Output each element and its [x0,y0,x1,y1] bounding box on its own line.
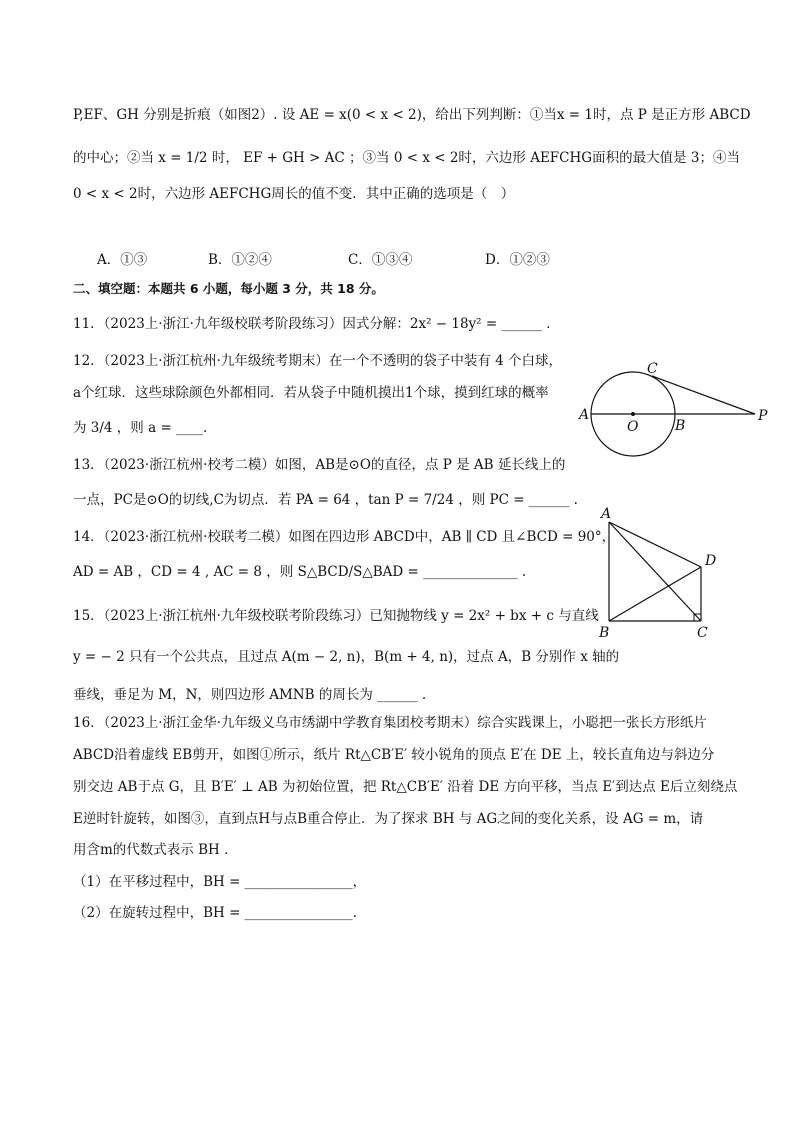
question-15-line1: 15．（2023上·浙江杭州·九年级校联考阶段练习）已知抛物线 y = 2x² + bx + c 与直线 [73,608,599,624]
question-13-line2: 一点，PC是⊙O的切线,C为切点．若 PA = 64 ，tan P = 7/24 ，则 PC = ______ . [73,492,578,508]
question-15-line2: y = − 2 只有一个公共点，且过点 A(m − 2, n)，B(m + 4, n)，过点 A，B 分别作 x 轴的 [73,649,620,665]
question-12-line3: 为 3/4 ，则 a = ____. [73,420,208,436]
question-16-line4: E逆时针旋转，如图③，直到点H与点B重合停止．为了探求 BH 与 AG之间的变化关系，设 AG = m，请 [73,811,704,827]
problem10-text-line3: 0 < x < 2时，六边形 AEFCHG周长的值不变．其中正确的选项是（ ） [73,186,515,202]
label-c: C [647,361,658,377]
question-16-part2: （2）在旋转过程中，BH = ________________. [73,905,357,921]
choice-a: A．①③ [97,252,148,268]
question-13-line1: 13．（2023·浙江杭州·校考二模）如图，AB是⊙O的直径，点 P 是 AB 延长线上的 [73,457,566,473]
question-12-line1: 12．（2023上·浙江杭州·九年级统考期末）在一个不透明的袋子中装有 4 个白球， [73,353,563,369]
label-b: B [675,418,686,434]
choice-d: D．①②③ [485,252,550,268]
question-15-line3: 垂线，垂足为 M，N，则四边形 AMNB 的周长为 ______ . [73,687,427,703]
label-d: D [705,553,717,569]
question-12-line2: a个红球．这些球除颜色外都相同．若从袋子中随机摸出1个球，摸到红球的概率 [73,385,549,401]
edge-da [609,522,701,567]
question-14-line2: AD = AB ，CD = 4 , AC = 8 ，则 S△BCD/S△BAD = ______________ . [73,564,527,580]
choice-c: C．①③④ [348,252,413,268]
choice-b: B．①②④ [208,252,272,268]
question-16-line1: 16．（2023上·浙江金华·九年级义乌市绣湖中学教育集团校考期末）综合实践课上，小聪把一张长方形纸片 [73,715,707,731]
question-14-line1: 14．（2023·浙江杭州·校联考二模）如图在四边形 ABCD中，AB ∥ CD 且∠BCD = 90°， [73,529,616,545]
label-b: B [599,625,610,641]
problem10-text-line2: 的中心；②当 x = 1/2 时， EF + GH > AC ；③当 0 < x < 2时，六边形 AEFCHG面积的最大值是 3；④当 [73,150,740,166]
question-16-part1: （1）在平移过程中，BH = ________________， [73,874,367,890]
diagonal-ac [609,522,701,621]
label-p: P [758,408,768,424]
question-16-line2: ABCD沿着虚线 EB剪开，如图①所示，纸片 Rt△CB′E′ 较小锐角的顶点 E′在 DE 上，较长直角边与斜边分 [73,747,715,763]
question-16-line5: 用含m的代数式表示 BH ． [73,842,238,858]
diagonal-bd [609,567,701,621]
question-16-line3: 别交边 AB于点 G，且 B′E′ ⊥ AB 为初始位置，把 Rt△CB′E′ 沿着 DE 方向平移，当点 E′到达点 E后立刻绕点 [73,779,738,795]
section-heading-fill-in: 二、填空题：本题共 6 小题，每小题 3 分，共 18 分。 [73,281,384,296]
label-o: O [627,419,639,435]
tangent-pc [652,376,755,414]
question-11: 11．（2023上·浙江·九年级校联考阶段练习）因式分解：2x² − 18y² = ______ ． [73,316,560,332]
label-a: A [601,506,612,522]
label-c: C [697,625,708,641]
quadrilateral-figure [595,505,735,645]
label-a: A [579,407,590,423]
problem10-text-line1: P,EF、GH 分别是折痕（如图2）. 设 AE = x(0 < x < 2)，给出下列判断：①当x = 1时，点 P 是正方形 ABCD [73,107,751,123]
center-dot [631,412,635,416]
circle-tangent-figure [575,355,775,465]
